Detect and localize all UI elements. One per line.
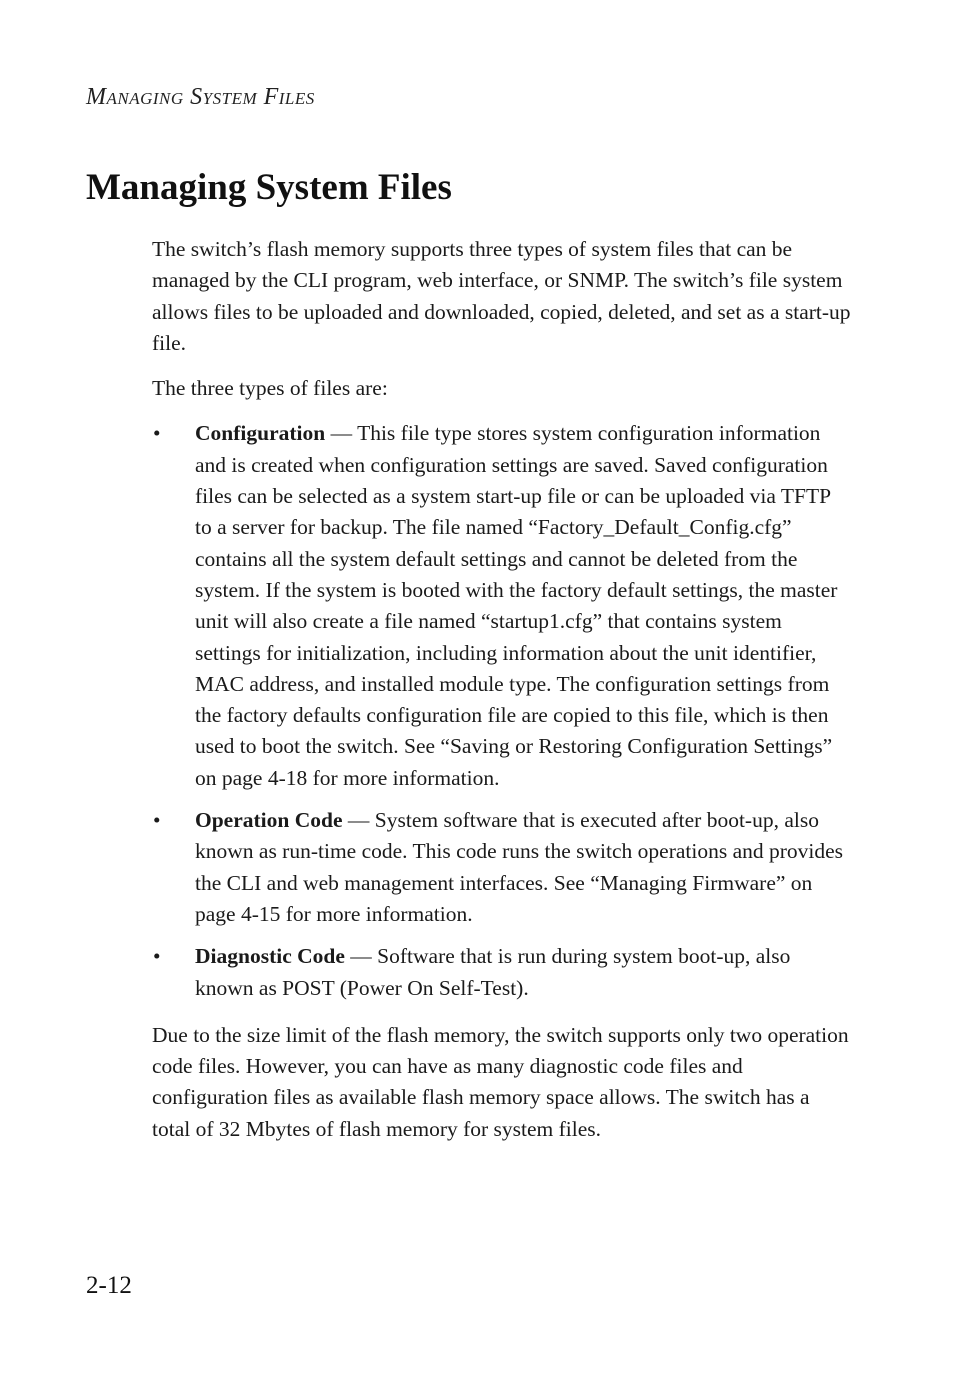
list-item	[152, 805, 852, 930]
intro-paragraph: The switch’s flash memory supports three types of system files that can be managed by the CLI program, web interface, or SNMP. The switch’s file system allows files to be uploaded and downloaded, copied, deleted, and set as a start-up file.	[152, 237, 851, 355]
bullet-icon: •	[153, 808, 161, 833]
main-content	[152, 234, 852, 1159]
bullet-icon: •	[153, 944, 161, 969]
bullet-icon: •	[153, 421, 161, 446]
types-intro: The three types of files are:	[152, 376, 388, 401]
list-item	[152, 941, 852, 1004]
list-item-text: — Software that is run during system boot-up, also known as POST (Power On Self-Test).	[195, 944, 791, 1000]
page-title: Managing System Files	[86, 167, 452, 208]
list-item-term: Configuration	[195, 421, 326, 446]
list-item	[152, 418, 852, 794]
file-types-list	[152, 418, 852, 1003]
page-number: 2-12	[86, 1272, 132, 1299]
list-item-term: Operation Code	[195, 808, 343, 833]
closing-paragraph: Due to the size limit of the flash memory, the switch supports only two operation code files. However, you can have as many diagnostic code files and configuration files as available flash memory space allows. The switch has a total of 32 Mbytes of flash memory for system files.	[152, 1022, 849, 1141]
running-header: Managing System Files	[86, 84, 315, 110]
list-item-text: — This file type stores system configuration information and is created when configuration settings are saved. Saved configuration files can be selected as a system start-up file or can be uploaded via TFTP to a server for backup. The file named “Factory_Default_Config.cfg” contains all the system default settings and cannot be deleted from the system. If the system is booted with the factory default settings, the master unit will also create a file named “startup1.cfg” that contains system settings for initialization, including information about the unit identifier, MAC address, and installed module type. The configuration settings from the factory defaults configuration file are copied to this file, which is then used to boot the switch. See “Saving or Restoring Configuration Settings” on page 4-18 for more information.	[195, 421, 838, 790]
list-item-text: — System software that is executed after boot-up, also known as run-time code. This code runs the switch operations and provides the CLI and web management interfaces. See “Managing Firmware” on page 4-15 for more information.	[195, 808, 844, 926]
list-item-term: Diagnostic Code	[195, 944, 345, 969]
